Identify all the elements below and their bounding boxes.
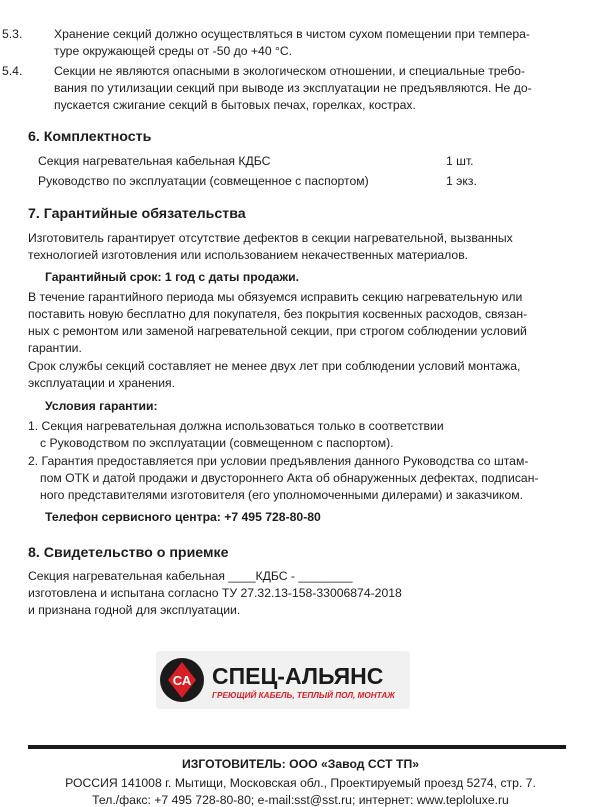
manufacturer: ИЗГОТОВИТЕЛЬ: ООО «Завод ССТ ТП» <box>181 757 419 771</box>
item-5-4 <box>2 63 594 114</box>
text-line: и признана годной для эксплуатации. <box>28 603 241 617</box>
service-phone: Телефон сервисного центра: +7 495 728-80-80 <box>45 510 321 524</box>
text-line: 2. Гарантия предоставляется при условии предъявления данного Руководства со штам- <box>28 454 529 468</box>
section-7-heading: 7. Гарантийные обязательства <box>28 206 246 222</box>
logo-monogram: СА <box>172 673 192 688</box>
text-line: с Руководством по эксплуатации (совмещенном с паспортом). <box>40 436 394 450</box>
item-text: Секции не являются опасными в экологическом отношении, и специальные требо- <box>54 64 526 78</box>
text-line: поставить новую бесплатно для покупателя, без покрытия косвенных расходов, связан- <box>28 307 528 321</box>
section-6-heading: 6. Комплектность <box>28 129 152 145</box>
company-logo <box>156 651 410 709</box>
text-line: Изготовитель гарантирует отсутствие дефектов в секции нагревательной, вызванных <box>28 231 513 245</box>
text-line: ных с ремонтом или заменой нагревательной секции, при строгом соблюдении условий <box>28 324 527 338</box>
text-line: Срок службы секций составляет не менее двух лет при соблюдении условий монтажа, <box>28 359 521 373</box>
text-line: изготовлена и испытана согласно ТУ 27.32.13-158-33006874-2018 <box>28 586 402 600</box>
text-line: ного представителями изготовителя (его уполномоченными дилерами) и заказчиком. <box>40 488 524 502</box>
warranty-obligation <box>28 289 568 357</box>
text-line: пом ОТК и датой продажи и двустороннего Акта об обнаруженных дефектах, подписан- <box>40 471 539 485</box>
warranty-intro <box>28 230 568 264</box>
logo-tagline: ГРЕЮЩИЙ КАБЕЛЬ, ТЕПЛЫЙ ПОЛ, МОНТАЖ <box>212 691 395 700</box>
item-text: пускается сжигание секций в бытовых печах, горелках, кострах. <box>54 98 416 112</box>
warranty-term: Гарантийный срок: 1 год с даты продажи. <box>45 270 299 284</box>
text-line: 1. Секция нагревательная должна использоваться только в соответствии <box>28 419 444 433</box>
item-5-3 <box>2 26 594 60</box>
item-text: туре окружающей среды от -50 до +40 °С. <box>54 44 293 58</box>
item-number: 5.3. <box>2 27 23 41</box>
condition-1 <box>28 418 568 452</box>
kit-item-name: Руководство по эксплуатации (совмещенное с паспортом) <box>38 174 369 188</box>
logo-graphic <box>156 651 410 709</box>
item-text: Хранение секций должно осуществляться в чистом сухом помещении при темпера- <box>54 27 530 41</box>
section-8-heading: 8. Свидетельство о приемке <box>28 545 229 561</box>
kit-item-name: Секция нагревательная кабельная КДБС <box>38 154 271 168</box>
text-line: гарантии. <box>28 341 82 355</box>
service-life <box>28 358 568 392</box>
item-text: вания по утилизации секций при выводе из эксплуатации не предъявляются. Не до- <box>54 81 532 95</box>
manufacturer-contacts: Тел./факс: +7 495 728-80-80; e-mail:sst@sst.ru; интернет: www.teploluxe.ru <box>92 793 509 807</box>
warranty-conditions-heading: Условия гарантии: <box>45 399 158 413</box>
acceptance-text <box>28 568 568 619</box>
text-line: эксплуатации и хранения. <box>28 376 176 390</box>
kit-item-qty: 1 шт. <box>446 154 474 168</box>
text-line: В течение гарантийного периода мы обязуемся исправить секцию нагревательную или <box>28 290 523 304</box>
kit-row <box>38 154 498 168</box>
kit-item-qty: 1 экз. <box>446 174 477 188</box>
footer-divider <box>28 745 566 749</box>
text-line: Секция нагревательная кабельная ____КДБС - ________ <box>28 569 353 583</box>
kit-row <box>38 174 498 188</box>
text-line: технологией изготовления или использованием некачественных материалов. <box>28 248 469 262</box>
logo-name: СПЕЦ-АЛЬЯНС <box>212 663 384 689</box>
item-number: 5.4. <box>2 64 23 78</box>
manufacturer-address: РОССИЯ 141008 г. Мытищи, Московская обл., Проектируемый проезд 5274, стр. 7. <box>65 776 536 790</box>
condition-2 <box>28 453 568 504</box>
